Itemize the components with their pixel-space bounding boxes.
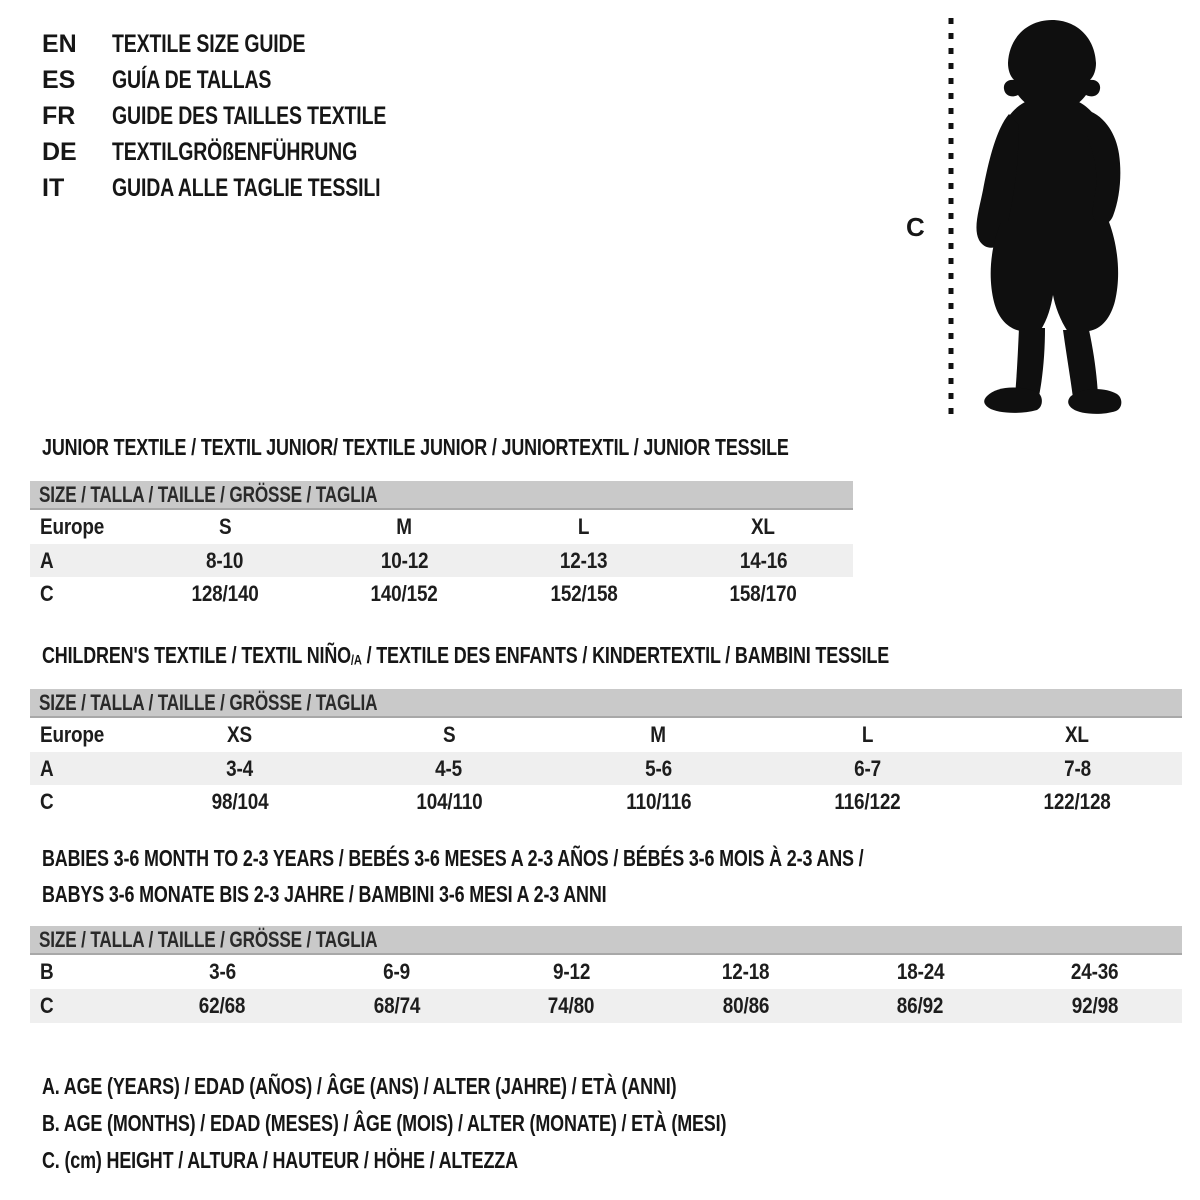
language-code: DE (42, 138, 77, 166)
table-row (30, 955, 1182, 989)
babies-size-header-bar (30, 926, 1182, 955)
children-section-title (42, 640, 1128, 675)
legend-text: B. AGE (MONTHS) / EDAD (MESES) / ÂGE (MOIS) / ALTER (MONATE) / ETÀ (MESI) (42, 1110, 727, 1136)
row-label: B (40, 959, 54, 984)
table-cell: 62/68 (199, 993, 246, 1018)
language-label: GUIDA ALLE TAGLIE TESSILI (112, 174, 381, 202)
table-cell: 92/98 (1071, 993, 1118, 1018)
table-cell: 24-36 (1070, 959, 1119, 984)
table-row (30, 989, 1182, 1023)
babies-title-text: BABIES 3-6 MONTH TO 2-3 YEARS / BEBÉS 3-6 MESES A 2-3 AÑOS / BÉBÉS 3-6 MOIS À 2-3 ANS / (42, 845, 864, 871)
table-row (30, 577, 853, 611)
row-label: A (40, 547, 54, 573)
junior-size-table (30, 481, 853, 611)
table-cell: 158/170 (729, 581, 797, 606)
babies-section-title-line1 (42, 844, 1095, 872)
language-code: IT (42, 174, 65, 202)
junior-size-header-bar (30, 481, 853, 510)
table-cell: 12-13 (559, 547, 608, 573)
legend-text: C. (cm) HEIGHT / ALTURA / HAUTEUR / HÖHE / ALTEZZA (42, 1147, 518, 1173)
children-section-title-text (42, 640, 889, 675)
table-cell: 18-24 (896, 959, 945, 984)
table-row (30, 510, 853, 544)
language-label: GUÍA DE TALLAS (112, 66, 272, 94)
table-cell: 110/116 (625, 789, 692, 814)
babies-title-text: BABYS 3-6 MONATE BIS 2-3 JAHRE / BAMBINI 3-6 MESI A 2-3 ANNI (42, 881, 607, 907)
row-label: C (40, 993, 54, 1018)
table-cell: L (578, 514, 590, 539)
table-cell: L (862, 722, 874, 747)
size-header-text: SIZE / TALLA / TAILLE / GRÖSSE / TAGLIA (39, 689, 378, 715)
table-cell: 98/104 (211, 789, 269, 814)
table-cell: 128/140 (191, 581, 259, 606)
measurement-legend (42, 1068, 919, 1179)
language-label: TEXTILGRÖßENFÜHRUNG (112, 138, 358, 166)
table-cell: 3-6 (208, 959, 236, 984)
children-size-header-bar (30, 689, 1182, 718)
row-label: Europe (40, 722, 105, 747)
table-cell: 9-12 (552, 959, 590, 984)
language-row-de (42, 134, 464, 170)
table-row (30, 544, 853, 577)
table-cell: 4-5 (435, 755, 463, 781)
table-cell: 12-18 (721, 959, 770, 984)
language-list (42, 26, 464, 206)
language-label: TEXTILE SIZE GUIDE (112, 30, 306, 58)
table-cell: 140/152 (370, 581, 438, 606)
table-cell: 8-10 (206, 547, 244, 573)
table-cell: 80/86 (722, 993, 769, 1018)
table-cell: 3-4 (226, 755, 254, 781)
table-row (30, 785, 1182, 819)
language-code: FR (42, 102, 76, 130)
height-measure-dashed-line (946, 16, 956, 418)
language-row-fr (42, 98, 464, 134)
babies-section-title-line2 (42, 880, 766, 908)
height-measure-label: C (906, 212, 925, 242)
language-row-it (42, 170, 464, 206)
table-cell: 6-9 (383, 959, 411, 984)
legend-line-c (42, 1142, 919, 1179)
size-header-text: SIZE / TALLA / TAILLE / GRÖSSE / TAGLIA (39, 926, 378, 952)
children-size-table (30, 689, 1182, 819)
title-subscript: /A (350, 652, 362, 669)
table-cell: 7-8 (1063, 755, 1091, 781)
row-label: C (40, 581, 54, 606)
language-row-es (42, 62, 464, 98)
legend-line-b (42, 1105, 919, 1142)
table-cell: XL (1065, 722, 1090, 747)
table-cell: S (218, 514, 231, 539)
table-cell: M (650, 722, 667, 747)
babies-size-table (30, 926, 1182, 1023)
title-part: CHILDREN'S TEXTILE / TEXTIL NIÑO (42, 642, 351, 668)
table-cell: 74/80 (548, 993, 595, 1018)
table-row (30, 718, 1182, 752)
table-cell: S (442, 722, 456, 747)
language-row-en (42, 26, 464, 62)
table-cell: 5-6 (645, 755, 672, 781)
junior-section-title (42, 432, 999, 462)
legend-line-a (42, 1068, 919, 1105)
title-part: / TEXTILE DES ENFANTS / KINDERTEXTIL / BAMBINI TESSILE (361, 642, 890, 668)
table-cell: XL (751, 514, 776, 539)
table-cell: 152/158 (550, 581, 618, 606)
legend-text: A. AGE (YEARS) / EDAD (AÑOS) / ÂGE (ANS) / ALTER (JAHRE) / ETÀ (ANNI) (42, 1073, 677, 1099)
table-cell: 10-12 (380, 547, 429, 573)
table-cell: 104/110 (416, 789, 483, 814)
language-code: ES (42, 66, 76, 94)
table-cell: 68/74 (373, 993, 420, 1018)
table-cell: M (396, 514, 413, 539)
table-cell: 86/92 (897, 993, 944, 1018)
table-cell: 116/122 (834, 789, 901, 814)
junior-section-title-text: JUNIOR TEXTILE / TEXTIL JUNIOR/ TEXTILE JUNIOR / JUNIORTEXTIL / JUNIOR TESSILE (42, 434, 789, 460)
language-code: EN (42, 30, 77, 58)
table-cell: 122/128 (1043, 789, 1111, 814)
size-header-text: SIZE / TALLA / TAILLE / GRÖSSE / TAGLIA (39, 481, 378, 507)
table-cell: 6-7 (854, 755, 882, 781)
row-label: C (40, 789, 54, 814)
row-label: A (40, 755, 54, 781)
row-label: Europe (40, 514, 105, 539)
table-cell: 14-16 (739, 547, 788, 573)
toddler-silhouette-icon (963, 16, 1141, 420)
language-label: GUIDE DES TAILLES TEXTILE (112, 102, 387, 130)
table-cell: XS (227, 722, 253, 747)
table-row (30, 752, 1182, 785)
